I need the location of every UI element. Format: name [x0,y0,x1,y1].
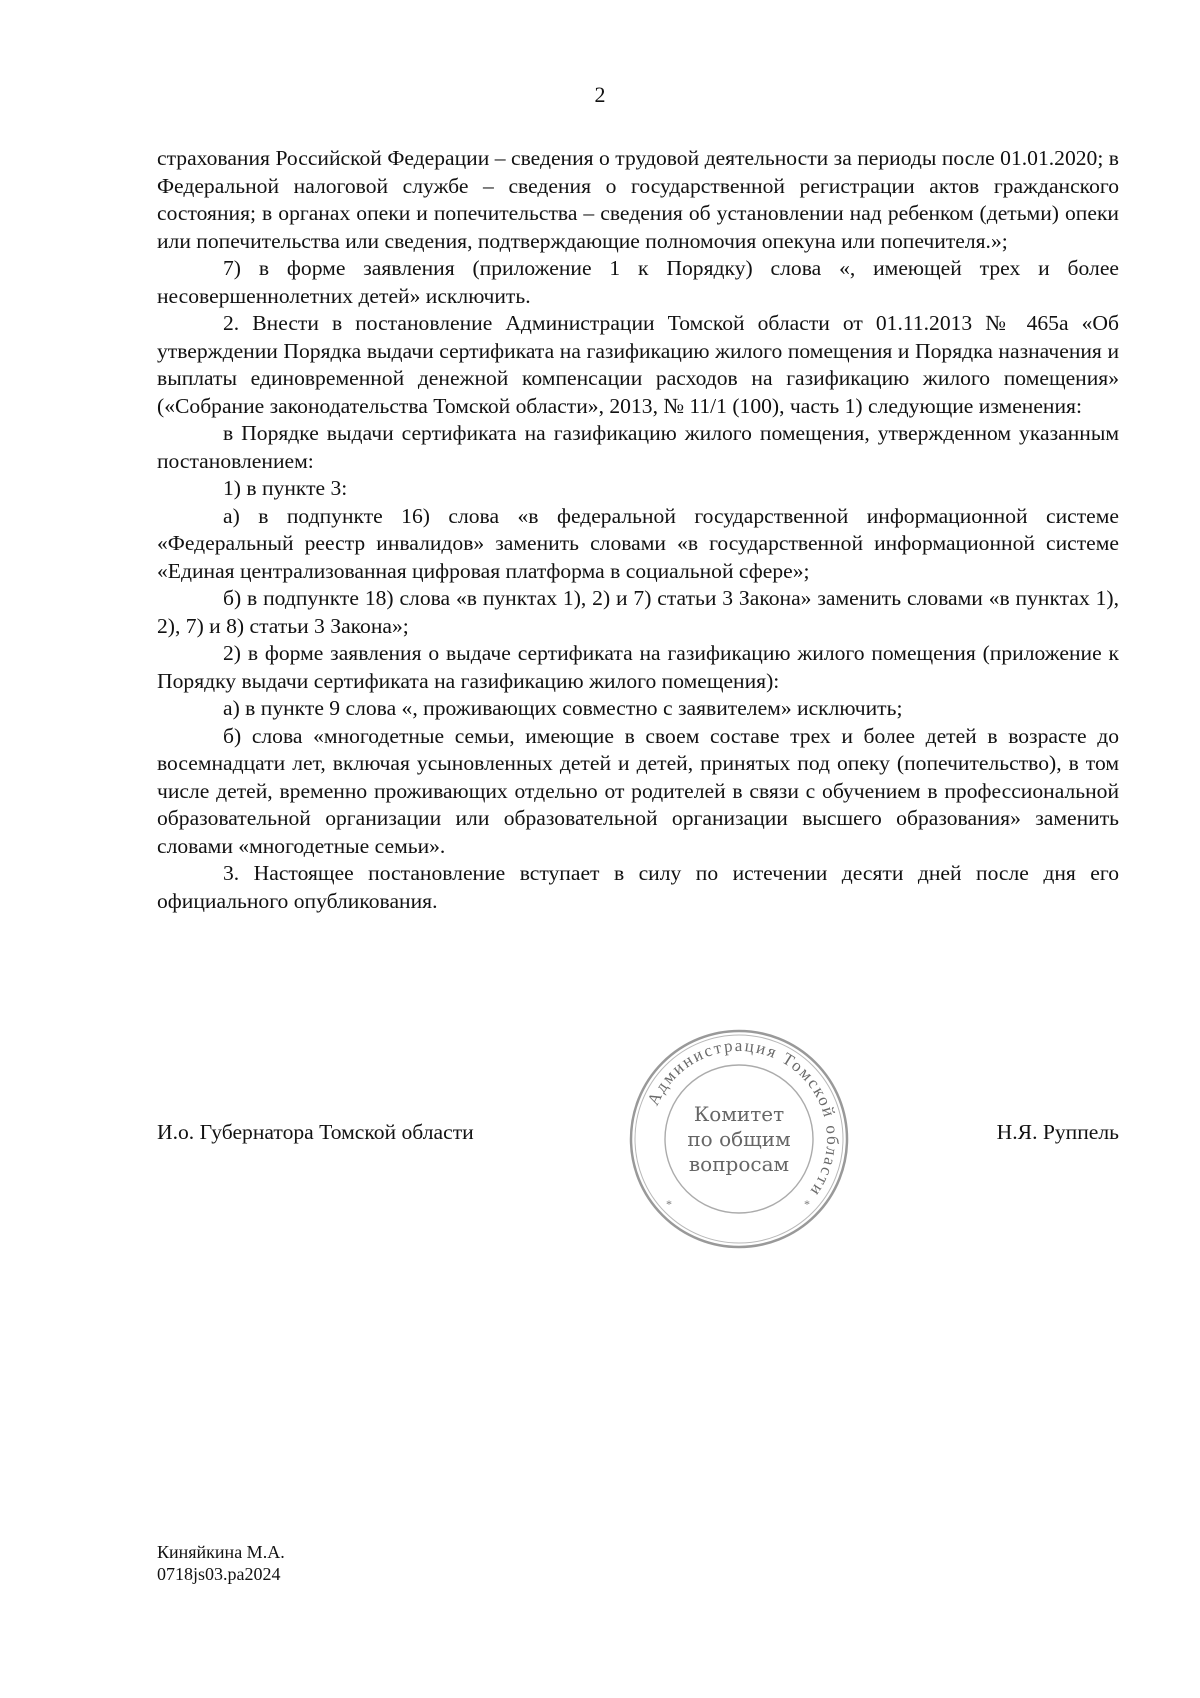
footer-file-code: 0718js03.pa2024 [157,1564,281,1584]
paragraph: 7) в форме заявления (приложение 1 к Порядку) слова «, имеющей трех и более несовершеннолетних детей» исключить. [157,256,1119,308]
paragraph: страхования Российской Федерации – сведения о трудовой деятельности за периоды после 01.01.2020; в Федеральной налоговой службе – сведения о государственной регистрации актов гражданского состояния; в органах опеки и попечительства – сведения об установлении над ребенком (детьми) опеки или попечительства или сведения, подтверждающие полномочия опекуна или попечителя.»; [157,146,1119,253]
signatory-name: Н.Я. Руппель [996,1120,1119,1144]
document-footer [157,1541,285,1585]
paragraph: 1) в пункте 3: [223,476,348,500]
paragraph: а) в пункте 9 слова «, проживающих совместно с заявителем» исключить; [223,696,903,720]
signatory-position: И.о. Губернатора Томской области [157,1120,474,1144]
stamp-center-line: Комитет [693,1102,785,1126]
paragraph: 2. Внести в постановление Администрации Томской области от 01.11.2013 № 465а «Об утверждении Порядка выдачи сертификата на газификацию жилого помещения и Порядка назначения и выплаты единовременной денежной компенсации расходов на газификацию жилого помещения» («Собрание законодательства Томской области», 2013, № 11/1 (100), часть 1) следующие изменения: [157,311,1119,418]
stamp-center-line: вопросам [688,1152,790,1176]
paragraph: а) в подпункте 16) слова «в федеральной государственной информационной системе «Федеральный реестр инвалидов» заменить словами «в государственной информационной системе «Единая централизованная цифровая платформа в социальной сфере»; [157,503,1119,583]
document-body [157,145,1119,915]
footer-author: Киняйкина М.А. [157,1542,285,1562]
svg-text:*: * [666,1197,672,1211]
stamp-ring-text: Администрация Томской области [643,1035,843,1201]
stamp-center-line: по общим [687,1127,791,1151]
stamp-seal-icon [628,1028,850,1250]
paragraph: в Порядке выдачи сертификата на газификацию жилого помещения, утвержденном указанным постановлением: [157,421,1119,473]
paragraph: б) слова «многодетные семьи, имеющие в своем составе трех и более детей в возрасте до восемнадцати лет, включая усыновленных детей и детей, принятых под опеку (попечительство), в том числе детей, временно проживающих отдельно от родителей в связи с обучением в профессиональной образовательной организации или образовательной организации высшего образования» заменить словами «многодетные семьи». [157,723,1119,858]
paragraph: б) в подпункте 18) слова «в пунктах 1), 2) и 7) статьи 3 Закона» заменить словами «в пунктах 1), 2), 7) и 8) статьи 3 Закона»; [157,586,1119,638]
paragraph: 3. Настоящее постановление вступает в силу по истечении десяти дней после дня его официального опубликования. [157,861,1119,913]
page-number: 2 [594,82,606,107]
official-stamp [628,1028,850,1250]
paragraph: 2) в форме заявления о выдаче сертификата на газификацию жилого помещения (приложение к Порядку выдачи сертификата на газификацию жилого помещения): [157,641,1119,693]
svg-text:*: * [804,1197,810,1211]
